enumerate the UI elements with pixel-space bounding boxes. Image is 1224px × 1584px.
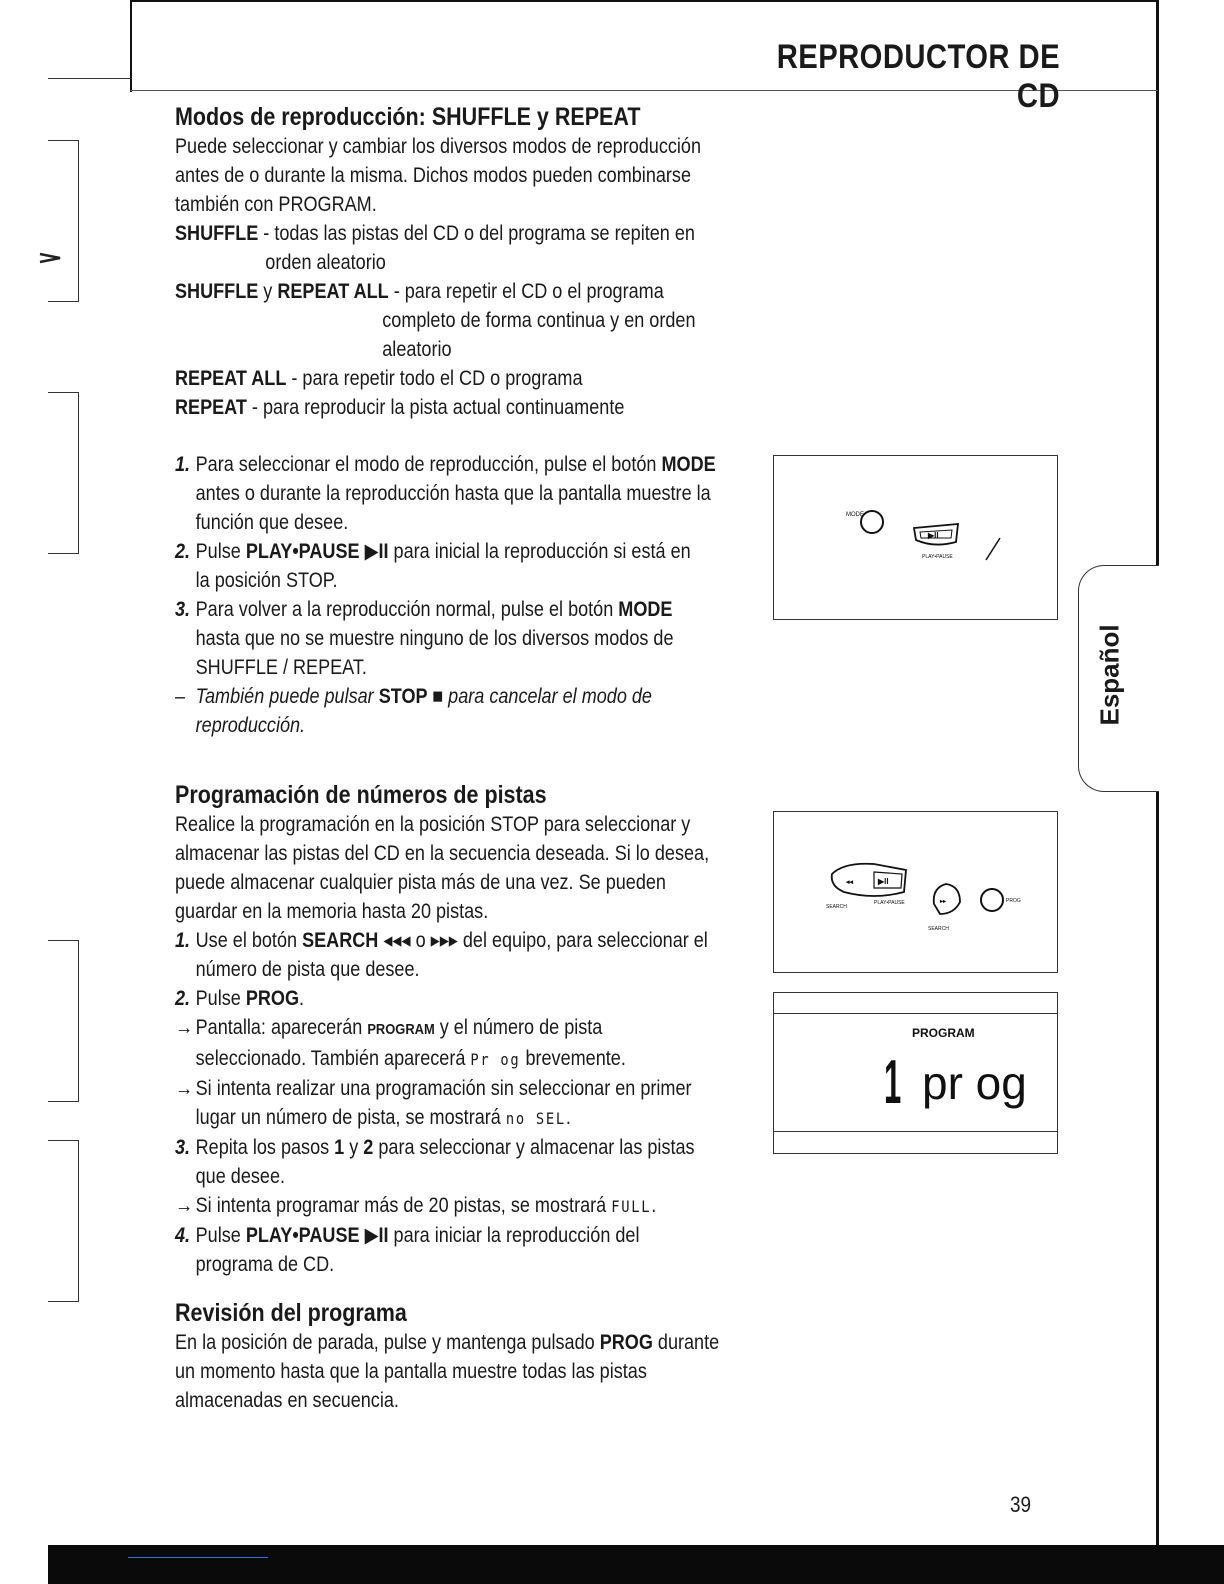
- definition-repeat: [175, 393, 691, 422]
- mode-button-label: MODE: [846, 512, 864, 518]
- program-indicator: PROGRAM: [912, 1026, 975, 1040]
- result-text: seleccionado. También aparecerá: [195, 1047, 471, 1070]
- mode-button-label: MODE: [618, 598, 673, 621]
- prog-step-3: [175, 1133, 695, 1191]
- play-pause-label: PLAY•PAUSE ▶II: [245, 540, 389, 563]
- play-pause-label: PLAY•PAUSE ▶II: [245, 1224, 389, 1247]
- step-number: 1.: [175, 929, 191, 952]
- search-label: SEARCH: [826, 904, 847, 910]
- step-text: del equipo, para seleccionar el: [457, 929, 708, 952]
- step-text: Para seleccionar el modo de reproducción, pulse el botón: [195, 453, 662, 476]
- step-text: o: [410, 929, 431, 952]
- note-dash: –: [175, 685, 186, 708]
- paragraph-line: un momento hasta que la pantalla muestre todas las pistas: [175, 1360, 647, 1383]
- arrow-icon: →: [175, 1194, 194, 1217]
- definition-text: - para repetir el CD o el programa: [388, 280, 664, 303]
- prog-button-icon: [981, 889, 1021, 911]
- term: SHUFFLE: [175, 280, 259, 303]
- lcd-nosel-text: no SEL: [505, 1109, 566, 1128]
- step-text: función que desee.: [195, 511, 349, 534]
- section-heading: Revisión del programa: [175, 1299, 407, 1327]
- note-text: También puede pulsar: [195, 685, 379, 708]
- result-text: lugar un número de pista, se mostrará: [195, 1106, 506, 1129]
- definition-cont: aleatorio: [382, 338, 452, 361]
- term: REPEAT ALL: [277, 280, 389, 303]
- term: REPEAT ALL: [175, 367, 287, 390]
- search-prev-icon: ◂◂: [846, 879, 854, 886]
- margin-bracket: [48, 940, 79, 1102]
- prog-label: PROG: [1006, 898, 1021, 904]
- definition-cont: completo de forma continua y en orden: [382, 309, 696, 332]
- search-play-button-icon: [826, 864, 906, 910]
- step-number: 2.: [175, 540, 191, 563]
- step-text: Repita los pasos: [195, 1136, 335, 1159]
- prog-step-2: [175, 984, 691, 1013]
- step-ref: 1: [334, 1136, 345, 1159]
- term: REPEAT: [175, 396, 247, 419]
- step-text: número de pista que desee.: [195, 958, 420, 981]
- prog-button-label: PROG: [245, 987, 300, 1010]
- margin-bracket: [48, 1140, 79, 1302]
- result-text: Si intenta programar más de 20 pistas, se mostrará: [195, 1194, 612, 1217]
- paragraph-line: puede almacenar cualquier pista más de una vez. Se pueden: [175, 871, 666, 894]
- page-number: 39: [1010, 1492, 1032, 1517]
- definition-shuffle: [175, 219, 695, 248]
- page-frame-top: [130, 0, 1158, 2]
- page-title: REPRODUCTOR DE CD: [776, 38, 1060, 115]
- step-number: 3.: [175, 598, 191, 621]
- paragraph-line: almacenar las pistas del CD en la secuencia deseada. Si lo desea,: [175, 842, 710, 865]
- step-text: para inicial la reproducción si está en: [388, 540, 691, 563]
- paragraph-line: almacenadas en secuencia.: [175, 1389, 399, 1412]
- lcd-prog-display: pr og: [922, 1057, 1027, 1109]
- lcd-track-number: 1: [884, 1048, 902, 1117]
- prog-result-2: [175, 1074, 691, 1133]
- svg-text:▸▸: ▸▸: [940, 899, 947, 905]
- section-review: [175, 1298, 775, 1415]
- mode-button-icon: [846, 511, 883, 533]
- play-mode-steps: [175, 450, 775, 740]
- section-heading: Programación de números de pistas: [175, 781, 547, 809]
- program-indicator-label: PROGRAM: [367, 1021, 435, 1038]
- arrow-icon: →: [175, 1077, 194, 1100]
- section-programming: [175, 780, 775, 1279]
- mode-button-label: MODE: [661, 453, 716, 476]
- step-number: 4.: [175, 1224, 191, 1247]
- search-next-button-icon: [928, 884, 960, 932]
- term: SHUFFLE: [175, 222, 259, 245]
- play-pause-symbol: ▶II: [878, 877, 889, 886]
- step-number: 2.: [175, 987, 191, 1010]
- step-ref: 2: [363, 1136, 374, 1159]
- note-stop: [175, 682, 691, 740]
- paragraph-line: guardar en la memoria hasta 20 pistas.: [175, 900, 489, 923]
- step-text: Pulse: [195, 1224, 246, 1247]
- paragraph-line: Realice la programación en la posición STOP para seleccionar y: [175, 813, 691, 836]
- step-text: programa de CD.: [195, 1253, 335, 1276]
- margin-bracket: [48, 140, 79, 302]
- language-tab-label: Español: [1094, 624, 1125, 726]
- step-text: para iniciar la reproducción del: [388, 1224, 640, 1247]
- figure-lcd-display: [773, 992, 1058, 1154]
- step-number: 3.: [175, 1136, 191, 1159]
- prog-result-1: [175, 1013, 691, 1074]
- definition-cont: orden aleatorio: [265, 251, 386, 274]
- search-next-icon: ▸▸▸: [430, 929, 458, 952]
- definition-text: - para repetir todo el CD o programa: [286, 367, 583, 390]
- step-text: que desee.: [195, 1165, 286, 1188]
- step-text: la posición STOP.: [195, 569, 338, 592]
- prog-button-label: PROG: [599, 1331, 653, 1354]
- step-text: Use el botón: [195, 929, 303, 952]
- search-button-label: SEARCH ◂◂◂: [302, 929, 411, 952]
- prog-result-3: [175, 1191, 691, 1221]
- step-2: [175, 537, 691, 595]
- margin-arrow-icon: [38, 248, 66, 268]
- paragraph-line: antes de o durante la misma. Dichos modos pueden combinarse: [175, 164, 691, 187]
- step-text: .: [299, 987, 305, 1010]
- result-text: Si intenta realizar una programación sin seleccionar en primer: [195, 1077, 692, 1100]
- definition-text: - para reproducir la pista actual continuamente: [246, 396, 625, 419]
- stop-button-label: STOP ■: [378, 685, 444, 708]
- pointer-line: [986, 538, 1000, 560]
- lcd-full-text: FULL: [611, 1197, 652, 1216]
- search-next-label: SEARCH: [928, 926, 949, 932]
- play-pause-label: PLAY•PAUSE: [922, 554, 953, 560]
- step-text: antes o durante la reproducción hasta que la pantalla muestre la: [195, 482, 711, 505]
- step-text: para seleccionar y almacenar las pistas: [373, 1136, 695, 1159]
- note-text: reproducción.: [195, 714, 306, 737]
- paragraph-line: también con PROGRAM.: [175, 193, 377, 216]
- play-pause-button-icon: [914, 524, 958, 560]
- bottom-scan-bar: [48, 1545, 1224, 1584]
- step-text: hasta que no se muestre ninguno de los diversos modos de: [195, 627, 674, 650]
- step-text: Pulse: [195, 987, 246, 1010]
- definition-repeat-all: [175, 364, 691, 393]
- result-text: brevemente.: [520, 1047, 626, 1070]
- result-text: Pantalla: aparecerán: [195, 1016, 368, 1039]
- paragraph-text: durante: [652, 1331, 720, 1354]
- step-1: [175, 450, 716, 537]
- step-text: y: [344, 1136, 364, 1159]
- prog-step-1: [175, 926, 708, 984]
- paragraph-line: Puede seleccionar y cambiar los diversos modos de reproducción: [175, 135, 702, 158]
- section-play-modes: [175, 102, 775, 422]
- arrow-icon: →: [175, 1016, 194, 1039]
- figure-program-buttons: [773, 811, 1058, 973]
- result-text: y el número de pista: [434, 1016, 603, 1039]
- step-text: Para volver a la reproducción normal, pulse el botón: [195, 598, 619, 621]
- play-pause-label: PLAY•PAUSE: [874, 900, 905, 906]
- step-text: Pulse: [195, 540, 246, 563]
- paragraph-text: En la posición de parada, pulse y mantenga pulsado: [175, 1331, 600, 1354]
- prog-step-4: [175, 1221, 691, 1279]
- figure-mode-buttons: [773, 455, 1058, 620]
- step-text: SHUFFLE / REPEAT.: [195, 656, 367, 679]
- lcd-prog-text: Pr og: [470, 1050, 521, 1069]
- play-pause-symbol: ▶II: [928, 531, 939, 540]
- header-rule-left: [48, 78, 132, 79]
- step-number: 1.: [175, 453, 191, 476]
- section-heading: Modos de reproducción: SHUFFLE y REPEAT: [175, 103, 641, 131]
- term-joiner: y: [258, 280, 278, 303]
- definition-shuffle-repeat-all: [175, 277, 691, 306]
- margin-bracket: [48, 392, 79, 554]
- note-text: para cancelar el modo de: [443, 685, 652, 708]
- definition-text: - todas las pistas del CD o del programa se repiten en: [258, 222, 695, 245]
- result-text: .: [565, 1106, 571, 1129]
- result-text: .: [651, 1194, 657, 1217]
- step-3: [175, 595, 691, 682]
- bottom-blue-line: [128, 1557, 268, 1558]
